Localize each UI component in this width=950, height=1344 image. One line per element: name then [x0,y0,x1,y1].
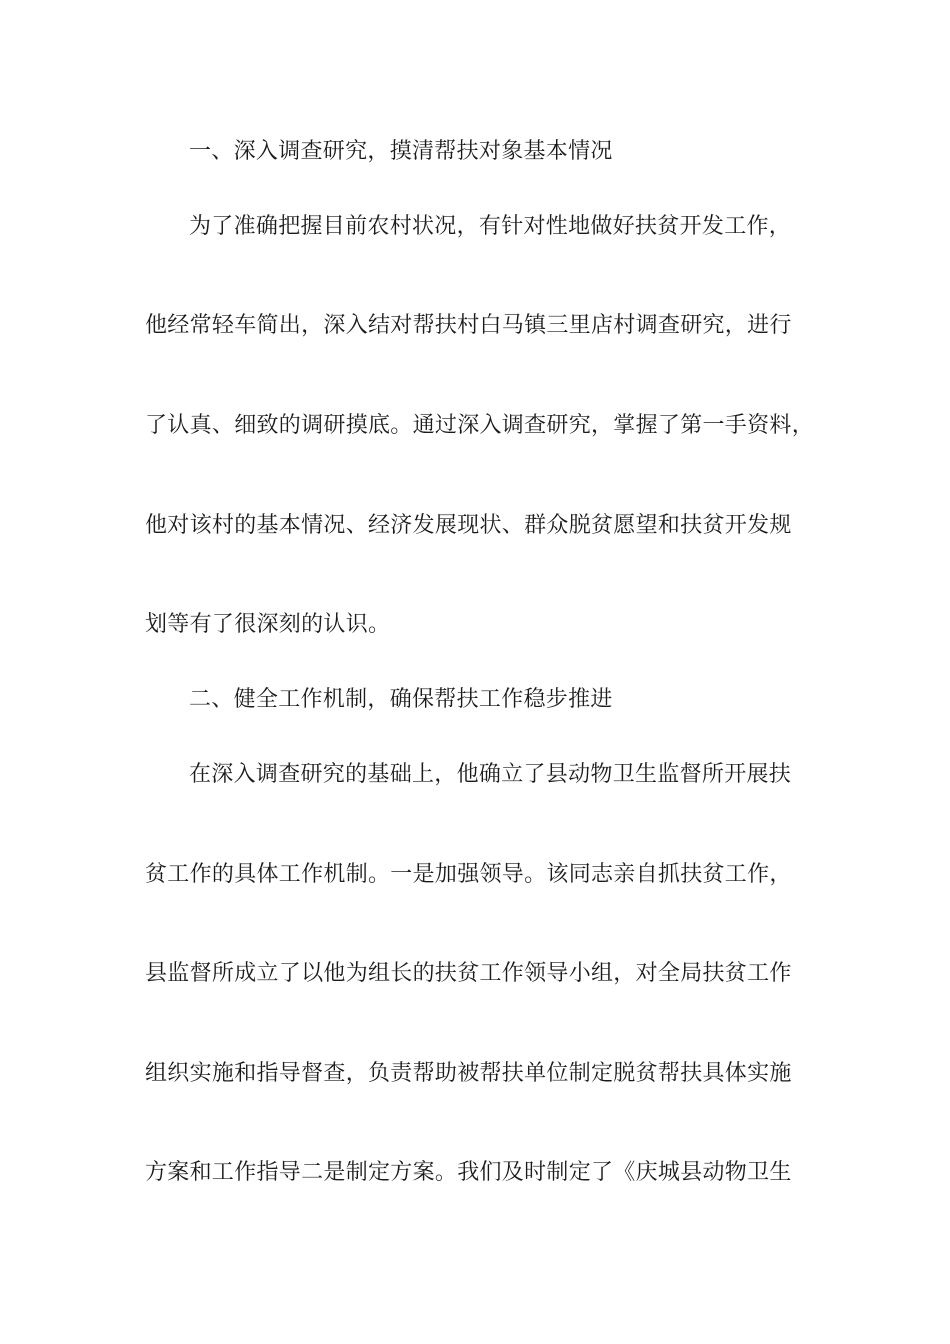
paragraph-line: 他对该村的基本情况、经济发展现状、群众脱贫愿望和扶贫开发规 [145,513,792,538]
paragraph-line: 方案和工作指导二是制定方案。我们及时制定了《庆城县动物卫生 [145,1160,792,1185]
section-heading-1: 一、深入调查研究，摸清帮扶对象基本情况 [189,139,613,164]
paragraph-line: 他经常轻车简出，深入结对帮扶村白马镇三里店村调查研究，进行 [145,313,792,338]
section-heading-2: 二、健全工作机制，确保帮扶工作稳步推进 [189,687,613,712]
paragraph-line: 县监督所成立了以他为组长的扶贫工作领导小组，对全局扶贫工作 [145,961,792,986]
paragraph-line: 为了准确把握目前农村状况，有针对性地做好扶贫开发工作， [189,214,792,239]
paragraph-line: 划等有了很深刻的认识。 [145,612,391,637]
paragraph-line: 在深入调查研究的基础上，他确立了县动物卫生监督所开展扶 [189,762,792,787]
paragraph-line: 了认真、细致的调研摸底。通过深入调查研究，掌握了第一手资料， [145,413,815,438]
paragraph-line: 组织实施和指导督查，负责帮助被帮扶单位制定脱贫帮扶具体实施 [145,1061,792,1086]
paragraph-line: 贫工作的具体工作机制。一是加强领导。该同志亲自抓扶贫工作， [145,862,792,887]
